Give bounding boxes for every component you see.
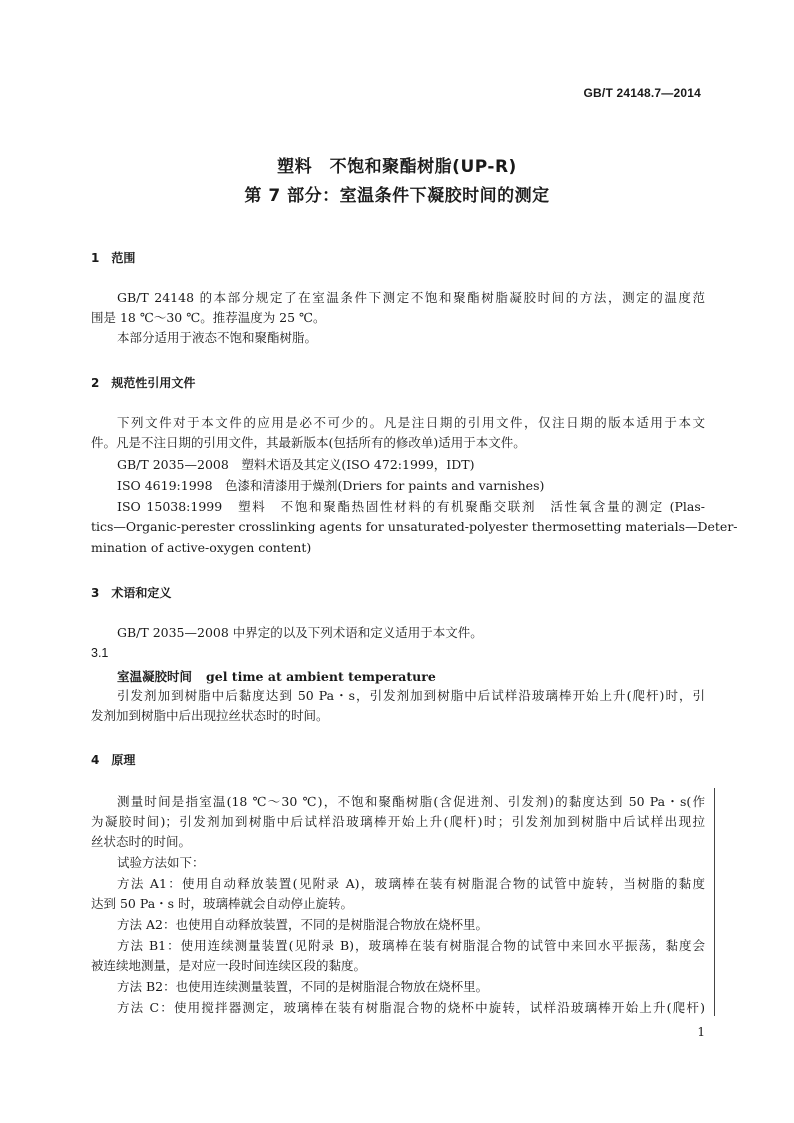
- reference-gbt2035: GB/T 2035—2008 塑料术语及其定义(ISO 472:1999，IDT): [117, 457, 475, 472]
- reference-iso4619: ISO 4619:1998 色漆和清漆用于燥剂(Driers for paints and varnishes): [117, 478, 545, 493]
- clause-number: 3.1: [91, 646, 109, 660]
- term-definition-line2: 发剂加到树脂中后出现拉丝状态时的时间。: [91, 708, 329, 723]
- term-english: gel time at ambient temperature: [206, 669, 436, 684]
- method-a2: 方法 A2：也使用自动释放装置，不同的是树脂混合物放在烧杯里。: [117, 917, 488, 932]
- method-a1-line2: 达到 50 Pa・s 时，玻璃棒就会自动停止旋转。: [91, 896, 354, 911]
- principle-line1: 测量时间是指室温(18 ℃～30 ℃)，不饱和聚酯树脂(含促进剂、引发剂)的黏度达到 50 Pa・s(作: [117, 794, 705, 809]
- method-b1-line2: 被连续地测量，是对应一段时间连续区段的黏度。: [91, 958, 367, 973]
- method-a1-line1: 方法 A1：使用自动释放装置(见附录 A)，玻璃棒在装有树脂混合物的试管中旋转，当树脂的黏度: [117, 876, 705, 891]
- page-number: 1: [697, 1025, 705, 1039]
- term-chinese: 室温凝胶时间: [117, 669, 193, 684]
- scope-paragraph-line2: 围是 18 ℃～30 ℃。推荐温度为 25 ℃。: [91, 310, 326, 325]
- references-intro-line2: 件。凡是不注日期的引用文件，其最新版本(包括所有的修改单)适用于本文件。: [91, 435, 526, 450]
- reference-iso15038-line3: mination of active-oxygen content): [91, 540, 312, 555]
- term-definition-line1: 引发剂加到树脂中后黏度达到 50 Pa・s，引发剂加到树脂中后试样沿玻璃棒开始上升(爬杆)时，引: [117, 688, 705, 703]
- term-entry: [117, 667, 436, 685]
- reference-iso15038-line2: tics—Organic-perester crosslinking agents for unsaturated-polyester thermosetting materials—Deter-: [91, 519, 738, 534]
- section-heading-terms: 3 术语和定义: [91, 586, 172, 600]
- principle-line2: 为凝胶时间)；引发剂加到树脂中后试样沿玻璃棒开始上升(爬杆)时；引发剂加到树脂中后试样出现拉: [91, 814, 705, 829]
- section-heading-scope: 1 范围: [91, 251, 136, 265]
- reference-iso15038-line1: ISO 15038:1999 塑料 不饱和聚酯热固性材料的有机聚酯交联剂 活性氧含量的测定 (Plas-: [117, 499, 705, 514]
- document-title-line2: 第 7 部分：室温条件下凝胶时间的测定: [244, 186, 550, 206]
- terms-intro: GB/T 2035—2008 中界定的以及下列术语和定义适用于本文件。: [117, 625, 483, 640]
- method-b2: 方法 B2：也使用连续测量装置，不同的是树脂混合物放在烧杯里。: [117, 979, 489, 994]
- standard-code: GB/T 24148.7—2014: [583, 86, 701, 100]
- method-c-line1: 方法 C：使用搅拌器测定，玻璃棒在装有树脂混合物的烧杯中旋转，试样沿玻璃棒开始上升(爬杆): [117, 1000, 705, 1015]
- scope-paragraph2: 本部分适用于液态不饱和聚酯树脂。: [117, 330, 318, 345]
- document-title-line1: 塑料 不饱和聚酯树脂(UP-R): [277, 157, 517, 177]
- references-intro-line1: 下列文件对于本文件的应用是必不可少的。凡是注日期的引用文件，仅注日期的版本适用于本文: [117, 415, 705, 430]
- section-heading-principle: 4 原理: [91, 753, 136, 767]
- test-methods-intro: 试验方法如下：: [117, 855, 205, 870]
- scope-paragraph-line1: GB/T 24148 的本部分规定了在室温条件下测定不饱和聚酯树脂凝胶时间的方法，测定的温度范: [117, 290, 705, 305]
- margin-change-bar: [714, 788, 715, 1016]
- method-b1-line1: 方法 B1：使用连续测量装置(见附录 B)，玻璃棒在装有树脂混合物的试管中来回水平振荡，黏度会: [117, 938, 705, 953]
- section-heading-normative-references: 2 规范性引用文件: [91, 376, 196, 390]
- principle-line3: 丝状态时的时间。: [91, 834, 192, 849]
